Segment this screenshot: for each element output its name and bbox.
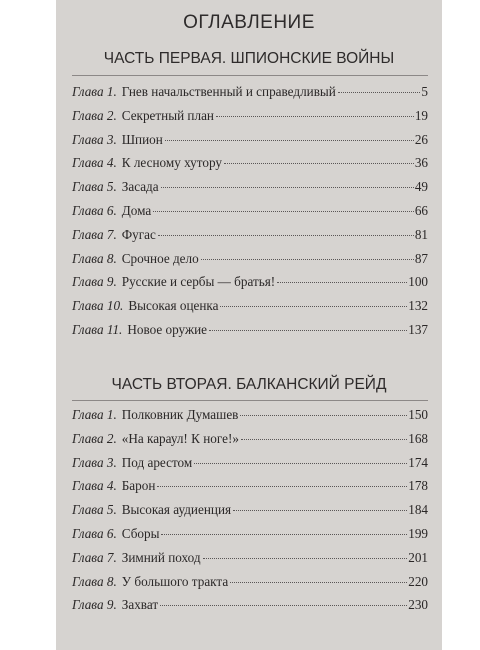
chapter-word: Глава <box>72 321 104 337</box>
chapter-label <box>72 550 117 566</box>
chapter-word: Глава <box>72 597 104 613</box>
chapter-title: Захват <box>121 597 159 613</box>
dot-leader <box>157 486 407 487</box>
chapter-word: Глава <box>72 430 104 446</box>
chapter-title: Шпион <box>121 131 163 147</box>
chapter-title: У большого тракта <box>121 573 229 589</box>
chapter-label <box>72 322 122 338</box>
part-2-divider <box>72 400 428 401</box>
toc-entry <box>72 431 428 455</box>
chapter-number: 9. <box>106 274 117 290</box>
toc-entry <box>72 227 428 251</box>
chapter-label <box>72 84 117 100</box>
dot-leader <box>230 582 407 583</box>
chapter-title: Срочное дело <box>121 250 199 266</box>
toc-entry <box>72 407 428 431</box>
chapter-title: Сборы <box>121 525 160 541</box>
toc-entry <box>72 251 428 275</box>
toc-entry <box>72 574 428 598</box>
toc-entry <box>72 550 428 574</box>
chapter-word: Глава <box>72 407 104 422</box>
chapter-title: Фугас <box>121 226 156 242</box>
chapter-label <box>72 455 117 471</box>
dot-leader <box>241 439 407 440</box>
page-number: 26 <box>414 131 428 147</box>
dot-leader <box>209 330 407 331</box>
chapter-word: Глава <box>72 573 104 589</box>
page-title: ОГЛАВЛЕНИЕ <box>183 12 315 33</box>
chapter-word: Глава <box>72 502 104 518</box>
toc-entry <box>72 84 428 108</box>
chapter-label <box>72 179 117 195</box>
chapter-title: Дома <box>121 202 152 218</box>
dot-leader <box>203 558 408 559</box>
dot-leader <box>158 235 414 236</box>
chapter-number: 11. <box>106 321 123 337</box>
chapter-word: Глава <box>72 226 104 242</box>
dot-leader <box>240 415 407 416</box>
page-number: 184 <box>408 502 428 518</box>
chapter-title: Новое оружие <box>127 321 207 337</box>
toc-entry <box>72 179 428 203</box>
chapter-number: 5. <box>106 179 117 195</box>
chapter-label <box>72 502 117 518</box>
chapter-number: 10. <box>106 298 124 314</box>
chapter-number: 4. <box>106 478 117 494</box>
book-page <box>56 0 442 650</box>
toc-entry <box>72 455 428 479</box>
chapter-word: Глава <box>72 131 104 147</box>
chapter-title: Зимний поход <box>121 549 201 565</box>
chapter-label <box>72 227 117 243</box>
chapter-number: 6. <box>106 525 117 541</box>
dot-leader <box>161 187 414 188</box>
chapter-number: 9. <box>106 597 117 613</box>
chapter-label <box>72 203 117 219</box>
chapter-word: Глава <box>72 84 104 99</box>
chapter-title: «На караул! К ноге!» <box>121 430 239 446</box>
page-number: 81 <box>414 226 428 242</box>
dot-leader <box>224 163 414 164</box>
chapter-title: К лесному хутору <box>121 155 222 171</box>
chapter-word: Глава <box>72 298 104 314</box>
chapter-title: Гнев начальственный и справедливый <box>121 84 336 99</box>
toc-entry <box>72 322 428 346</box>
page-number: 168 <box>408 430 428 446</box>
page-number: 150 <box>408 407 428 422</box>
toc-entry <box>72 274 428 298</box>
page-number: 174 <box>408 454 428 470</box>
page-number: 100 <box>408 274 428 290</box>
chapter-number: 7. <box>106 226 117 242</box>
part-2-title: ЧАСТЬ ВТОРАЯ. БАЛКАНСКИЙ РЕЙД <box>111 376 387 393</box>
chapter-number: 8. <box>106 573 117 589</box>
page-number: 5 <box>421 84 428 99</box>
chapter-number: 4. <box>106 155 117 171</box>
chapter-number: 2. <box>106 430 117 446</box>
chapter-label <box>72 431 117 447</box>
page-number: 201 <box>408 549 428 565</box>
chapter-title: Полковник Думашев <box>121 407 239 422</box>
chapter-title: Под арестом <box>121 454 193 470</box>
chapter-number: 7. <box>106 549 117 565</box>
chapter-title: Барон <box>121 478 156 494</box>
chapter-word: Глава <box>72 274 104 290</box>
chapter-number: 2. <box>106 107 117 123</box>
chapter-number: 3. <box>106 131 117 147</box>
chapter-label <box>72 574 117 590</box>
chapter-word: Глава <box>72 250 104 266</box>
chapter-label <box>72 155 117 171</box>
page-number: 66 <box>414 202 428 218</box>
chapter-label <box>72 108 117 124</box>
toc-entry <box>72 108 428 132</box>
part-2-chapter-list <box>72 407 428 621</box>
part-1-chapter-list <box>72 84 428 346</box>
chapter-word: Глава <box>72 202 104 218</box>
chapter-label <box>72 526 117 542</box>
toc-entry <box>72 526 428 550</box>
chapter-word: Глава <box>72 454 104 470</box>
chapter-word: Глава <box>72 179 104 195</box>
dot-leader <box>161 534 407 535</box>
page-number: 199 <box>408 525 428 541</box>
chapter-label <box>72 597 117 613</box>
chapter-label <box>72 407 117 423</box>
chapter-label <box>72 478 117 494</box>
toc-entry <box>72 597 428 621</box>
chapter-title: Высокая оценка <box>128 298 219 314</box>
toc-entry <box>72 132 428 156</box>
page-number: 230 <box>408 597 428 613</box>
page-number: 220 <box>408 573 428 589</box>
page-number: 87 <box>414 250 428 266</box>
chapter-number: 3. <box>106 454 117 470</box>
dot-leader <box>153 211 414 212</box>
chapter-word: Глава <box>72 478 104 494</box>
chapter-label <box>72 251 117 267</box>
chapter-word: Глава <box>72 525 104 541</box>
chapter-word: Глава <box>72 107 104 123</box>
chapter-word: Глава <box>72 155 104 171</box>
chapter-word: Глава <box>72 549 104 565</box>
dot-leader <box>216 116 414 117</box>
dot-leader <box>277 282 407 283</box>
chapter-number: 1. <box>106 84 117 99</box>
chapter-number: 1. <box>106 407 117 422</box>
chapter-title: Русские и сербы — братья! <box>121 274 276 290</box>
chapter-number: 5. <box>106 502 117 518</box>
dot-leader <box>160 605 407 606</box>
page-number: 178 <box>408 478 428 494</box>
dot-leader <box>233 510 407 511</box>
page-number: 132 <box>408 298 428 314</box>
toc-entry <box>72 203 428 227</box>
dot-leader <box>165 140 414 141</box>
chapter-label <box>72 274 117 290</box>
dot-leader <box>338 92 421 93</box>
toc-entry <box>72 298 428 322</box>
toc-entry <box>72 502 428 526</box>
chapter-number: 8. <box>106 250 117 266</box>
toc-entry <box>72 478 428 502</box>
page-number: 137 <box>408 321 428 337</box>
chapter-number: 6. <box>106 202 117 218</box>
page-number: 49 <box>414 179 428 195</box>
dot-leader <box>194 463 407 464</box>
chapter-title: Засада <box>121 179 159 195</box>
page-number: 36 <box>414 155 428 171</box>
chapter-label <box>72 132 117 148</box>
dot-leader <box>220 306 407 307</box>
page-number: 19 <box>414 107 428 123</box>
dot-leader <box>201 259 414 260</box>
part-1-title: ЧАСТЬ ПЕРВАЯ. ШПИОНСКИЕ ВОЙНЫ <box>103 50 395 67</box>
chapter-title: Высокая аудиенция <box>121 502 232 518</box>
part-1-divider <box>72 75 428 76</box>
chapter-title: Секретный план <box>121 107 214 123</box>
toc-entry <box>72 155 428 179</box>
chapter-label <box>72 298 123 314</box>
